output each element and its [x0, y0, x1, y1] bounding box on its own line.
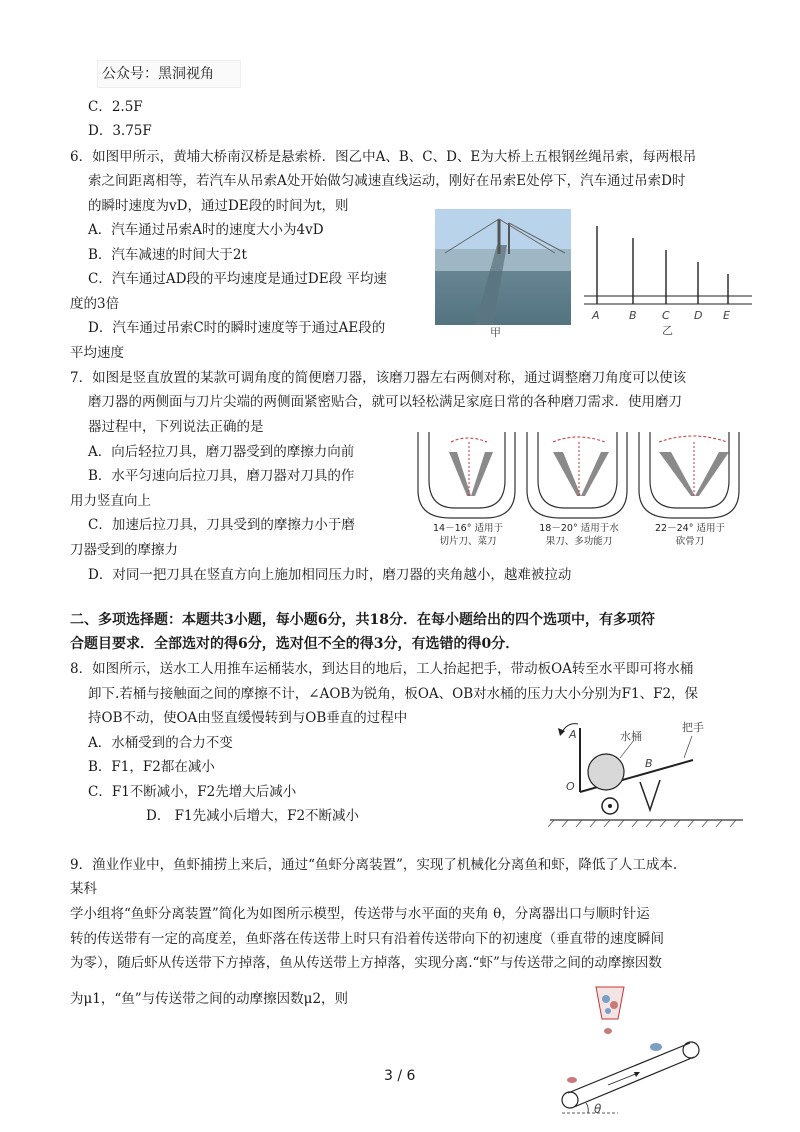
point-label-e: E	[723, 309, 730, 322]
q6-option-d-line2: 平均速度	[70, 345, 124, 361]
q6-stem-line2: 索之间距离相等，若汽车从吊索A处开始做匀减速直线运动，刚好在吊索E处停下，汽车通过吊索D时	[88, 173, 686, 189]
q7-stem-line2: 磨刀器的两侧面与刀片尖端的两侧面紧密贴合，就可以轻松满足家庭日常的各种磨刀需求．使用磨刀	[88, 394, 682, 410]
q7-option-b-line2: 用力竖直向上	[70, 493, 151, 509]
q6-option-d-line1: D．汽车通过吊索C时的瞬时速度等于通过AE段的	[88, 320, 386, 336]
q9-stem-line1b: 某科	[70, 881, 97, 897]
cart-diagram	[548, 720, 748, 830]
q8-stem-line3: 持OB不动，使OA由竖直缓慢转到与OB垂直的过程中	[88, 710, 408, 726]
q6-option-c-line1: C．汽车通过AD段的平均速度是通过DE段 平均速	[88, 271, 387, 287]
point-label-c: C	[662, 309, 670, 322]
theta-label: θ	[594, 1102, 602, 1116]
figure-label-jia: 甲	[490, 326, 501, 339]
q7-option-d: D．对同一把刀具在竖直方向上施加相同压力时，磨刀器的夹角越小，越难被拉动	[88, 567, 572, 583]
bridge-photo	[435, 209, 571, 325]
q8-option-d: D． F1先减小后增大，F2不断减小	[146, 808, 360, 824]
q8-stem-line1: 8．如图所示，送水工人用推车运桶装水，到达目的地后，工人抬起把手，带动板OA转至水平即可将水桶	[70, 661, 694, 677]
q9-stem-line5: 为μ1，“鱼”与传送带之间的动摩擦因数μ2，则	[70, 991, 349, 1007]
q5-option-c: C．2.5F	[88, 99, 143, 115]
q7-stem-line3: 器过程中，下列说法正确的是	[88, 419, 264, 435]
section2-heading-line1: 二、多项选择题：本题共3小题，每小题6分，共18分．在每小题给出的四个选项中，有多项符	[70, 612, 655, 628]
q8-stem-line2: 卸下.若桶与接触面之间的摩擦不计，∠AOB为锐角，板OA、OB对水桶的压力大小分别为F1、F2，保	[88, 686, 699, 702]
caption-3: 22－24° 适用于 砍骨刀	[655, 523, 725, 547]
header-watermark: 公众号：黑洞视角	[97, 60, 241, 88]
q7-stem-line1: 7．如图是竖直放置的某款可调角度的简便磨刀器，该磨刀器左右两侧对称，通过调整磨刀角度可以使该	[70, 370, 687, 386]
cart-label-o: O	[566, 780, 575, 793]
q6-stem-line1: 6．如图甲所示，黄埔大桥南汉桥是悬索桥．图乙中A、B、C、D、E为大桥上五根钢丝绳吊索，每两根吊	[70, 149, 697, 165]
q8-option-a: A．水桶受到的合力不变	[88, 735, 233, 751]
point-label-a: A	[592, 309, 600, 322]
sharpener-diagrams	[415, 430, 745, 520]
q7-option-a: A．向后轻拉刀具，磨刀器受到的摩擦力向前	[88, 444, 355, 460]
point-label-b: B	[629, 309, 637, 322]
cart-label-a: A	[569, 728, 577, 741]
q9-stem-line4: 为零），随后虾从传送带下方掉落，鱼从传送带上方掉落，实现分离.“虾”与传送带之间的动摩擦因数	[70, 955, 662, 971]
page-number: 3 / 6	[384, 1068, 416, 1084]
q9-stem-line3: 转的传送带有一定的高度差，鱼虾落在传送带上时只有沿着传送带向下的初速度（垂直带的速度瞬间	[70, 931, 664, 947]
q7-option-c-line2: 刀器受到的摩擦力	[70, 542, 178, 558]
section2-heading-line2: 合题目要求．全部选对的得6分，选对但不全的得3分，有选错的得0分．	[70, 636, 520, 652]
q6-option-a: A．汽车通过吊索A时的速度大小为4vD	[88, 222, 324, 238]
caption-2: 18－20° 适用于水 果刀、多功能刀	[539, 523, 619, 547]
point-label-d: D	[694, 309, 703, 322]
q8-option-c: C．F1不断减小，F2先增大后减小	[88, 784, 297, 800]
caption-1: 14－16° 适用于 切片刀、菜刀	[433, 523, 503, 547]
q9-stem-line1: 9．渔业作业中，鱼虾捕捞上来后，通过“鱼虾分离装置”，实现了机械化分离鱼和虾，降低了人工成本.	[70, 857, 678, 873]
figure-label-yi: 乙	[662, 324, 673, 337]
cart-label-handle: 把手	[682, 721, 704, 734]
q5-option-d: D．3.75F	[88, 123, 152, 139]
cart-label-bucket: 水桶	[620, 730, 642, 743]
conveyor-diagram	[548, 985, 748, 1115]
q7-option-c-line1: C．加速后拉刀具，刀具受到的摩擦力小于磨	[88, 517, 355, 533]
q6-option-c-line2: 度的3倍	[70, 296, 120, 312]
q9-stem-line2: 学小组将“鱼虾分离装置”简化为如图所示模型，传送带与水平面的夹角 θ，分离器出口与顺时针运	[70, 906, 650, 922]
q6-option-b: B．汽车减速的时间大于2t	[88, 247, 247, 263]
q8-option-b: B．F1，F2都在减小	[88, 759, 215, 775]
q6-stem-line3: 的瞬时速度为vD，通过DE段的时间为t，则	[88, 198, 349, 214]
cart-label-b: B	[645, 757, 653, 770]
q7-option-b-line1: B．水平匀速向后拉刀具，磨刀器对刀具的作	[88, 468, 355, 484]
